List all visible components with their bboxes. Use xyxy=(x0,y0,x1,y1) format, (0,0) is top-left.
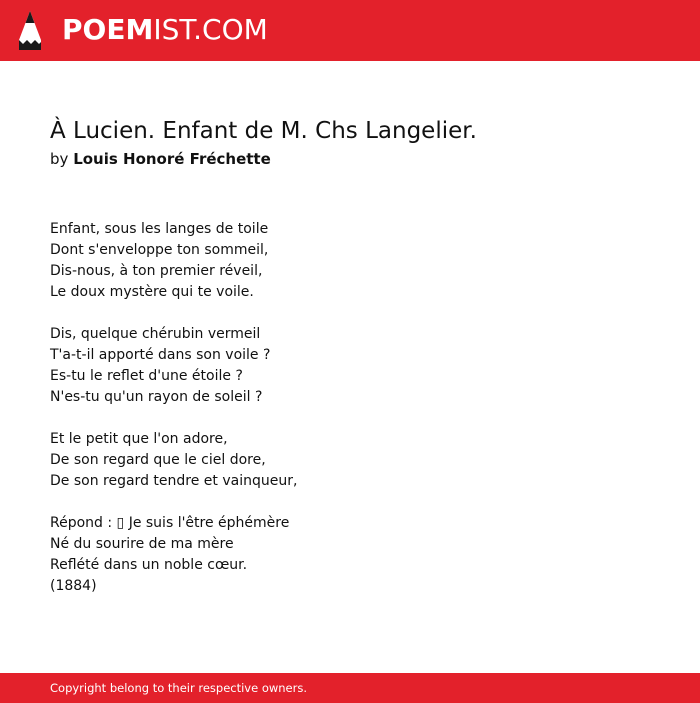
poem-line: De son regard que le ciel dore, xyxy=(50,452,266,468)
poem-line: Et le petit que l'on adore, xyxy=(50,431,228,447)
poem-line: Enfant, sous les langes de toile xyxy=(50,221,269,237)
poem-title: À Lucien. Enfant de M. Chs Langelier. xyxy=(50,118,477,144)
stanza xyxy=(50,324,650,408)
poem-date: (1884) xyxy=(50,578,97,594)
pencil-tip-icon[interactable] xyxy=(18,10,42,51)
poem-line: Dis-nous, à ton premier réveil, xyxy=(50,263,263,279)
poem-line: Dis, quelque chérubin vermeil xyxy=(50,326,261,342)
poem-body xyxy=(50,219,650,597)
byline xyxy=(50,149,271,169)
stanza xyxy=(50,429,650,492)
stanza xyxy=(50,219,650,303)
brand-light: IST.COM xyxy=(153,13,268,46)
site-footer xyxy=(0,673,700,703)
brand-bold: POEM xyxy=(62,13,154,46)
poem-line: N'es-tu qu'un rayon de soleil ? xyxy=(50,389,263,405)
poem-line: Né du sourire de ma mère xyxy=(50,536,234,552)
author-name: Louis Honoré Fréchette xyxy=(73,150,271,168)
poem-line: Es-tu le reflet d'une étoile ? xyxy=(50,368,243,384)
copyright-text: Copyright belong to their respective owners. xyxy=(50,681,308,695)
poem-line: Reflété dans un noble cœur. xyxy=(50,557,248,573)
poem-line: Répond : ▯ Je suis l'être éphémère xyxy=(50,515,290,531)
poem-line: T'a-t-il apporté dans son voile ? xyxy=(50,347,271,363)
poem-line: Dont s'enveloppe ton sommeil, xyxy=(50,242,269,258)
site-header xyxy=(0,0,700,61)
site-logo-text[interactable] xyxy=(62,13,268,47)
by-label: by xyxy=(50,150,69,168)
poem-line: Le doux mystère qui te voile. xyxy=(50,284,254,300)
poem-line: De son regard tendre et vainqueur, xyxy=(50,473,298,489)
stanza xyxy=(50,513,650,597)
